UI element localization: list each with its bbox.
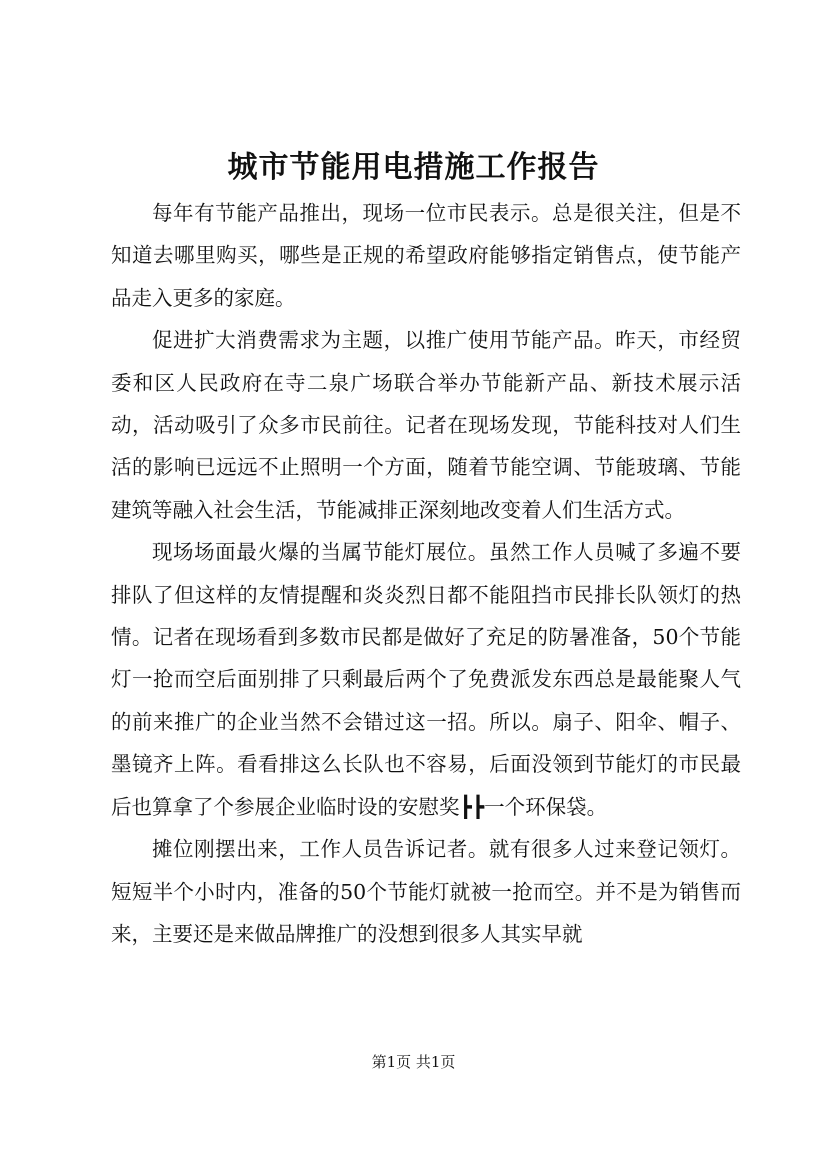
paragraph-3: 现场场面最火爆的当属节能灯展位。虽然工作人员喊了多遍不要排队了但这样的友情提醒和炎炎烈日都不能阻挡市民排长队领灯的热情。记者在现场看到多数市民都是做好了充足的防暑准备，50个节能灯一抢而空后面别排了只剩最后两个了免费派发东西总是最能聚人气的前来推广的企业当然不会错过这一招。所以。扇子、阳伞、帽子、墨镜齐上阵。看看排这么长队也不容易，后面没领到节能灯的市民最后也算拿了个参展企业临时设的安慰奖┣┣一个环保袋。 [111, 540, 741, 819]
paragraph-1: 每年有节能产品推出，现场一位市民表示。总是很关注，但是不知道去哪里购买，哪些是正规的希望政府能够指定销售点，使节能产品走入更多的家庭。 [111, 201, 741, 310]
paragraph-2: 促进扩大消费需求为主题，以推广使用节能产品。昨天，市经贸委和区人民政府在寺二泉广场联合举办节能新产品、新技术展示活动，活动吸引了众多市民前往。记者在现场发现，节能科技对人们生活的影响已远远不止照明一个方面，随着节能空调、节能玻璃、节能建筑等融入社会生活，节能减排正深刻地改变着人们生活方式。 [111, 328, 741, 522]
page-title: 城市节能用电措施工作报告 [227, 150, 600, 185]
document-body [111, 192, 741, 955]
page-number-footer: 第1页 共1页 [371, 1053, 456, 1071]
paragraph-4: 摊位刚摆出来，工作人员告诉记者。就有很多人过来登记领灯。短短半个小时内，准备的50个节能灯就被一抢而空。并不是为销售而来，主要还是来做品牌推广的没想到很多人其实早就 [111, 837, 741, 946]
